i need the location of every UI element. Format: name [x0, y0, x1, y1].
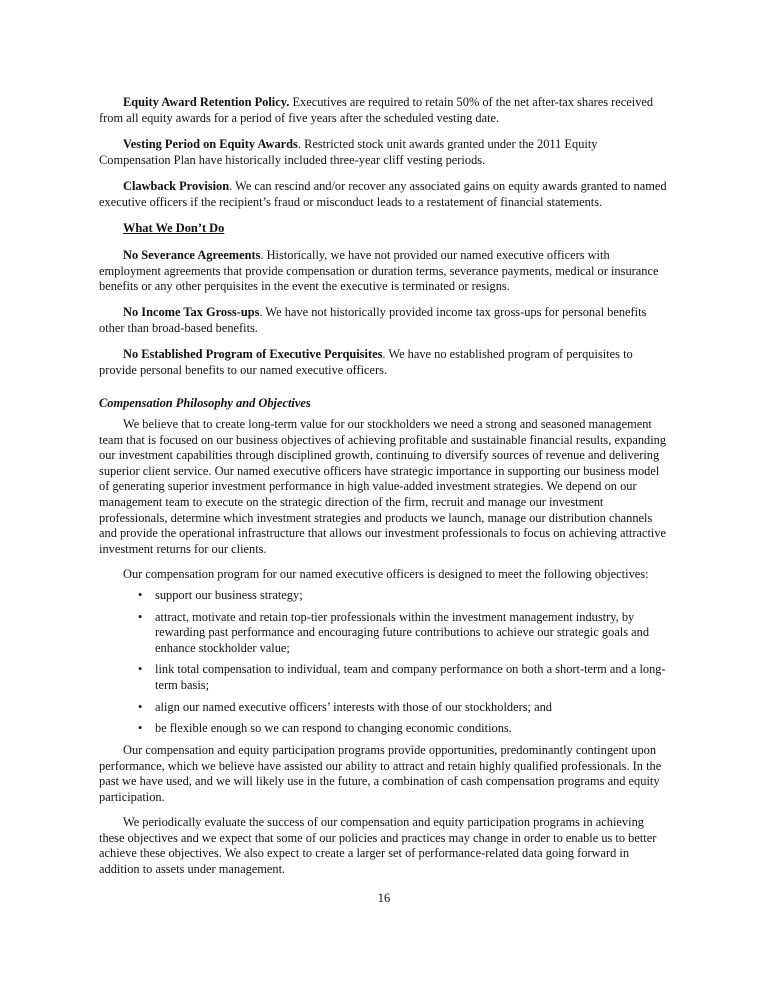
policy-vesting-title: Vesting Period on Equity Awards — [123, 137, 298, 151]
page-number: 16 — [377, 891, 391, 905]
dont-perquisites-paragraph — [99, 347, 671, 378]
policy-clawback-title: Clawback Provision — [123, 179, 230, 193]
dont-grossup-title: No Income Tax Gross-ups — [123, 305, 260, 319]
objective-item: • support our business strategy; — [138, 588, 303, 602]
objective-item: • be flexible enough so we can respond to changing economic conditions. — [138, 721, 512, 736]
dont-perquisites-text: . We have no established program of perquisites to provide personal benefits to our named executive officers. — [99, 347, 633, 377]
philosophy-paragraph-3: Our compensation and equity participation programs provide opportunities, predominantly contingent upon performance, which we believe have assisted our ability to attract and retain highly qualified professionals. In the past we have used, and we will likely use in the future, a combination of cash compensation programs and equity participation. — [99, 743, 662, 804]
policy-retention-title: Equity Award Retention Policy. — [123, 95, 290, 109]
compensation-philosophy-heading: Compensation Philosophy and Objectives — [99, 396, 311, 410]
policy-retention-text: Executives are required to retain 50% of the net after-tax shares received from all equity awards for a period of five years after the scheduled vesting date. — [99, 95, 654, 125]
bullet-icon: • — [138, 662, 143, 677]
policy-clawback-paragraph — [99, 179, 671, 210]
dont-severance-title: No Severance Agreements — [123, 248, 261, 262]
objectives-list — [138, 588, 671, 737]
bullet-icon: • — [138, 588, 143, 602]
objective-item: • align our named executive officers’ interests with those of our stockholders; and — [138, 699, 552, 714]
what-we-dont-do-heading: What We Don’t Do — [123, 221, 225, 235]
bullet-icon: • — [138, 699, 143, 714]
objectives-intro-paragraph: Our compensation program for our named executive officers is designed to meet the following objectives: — [123, 567, 649, 581]
policy-clawback-text: . We can rescind and/or recover any associated gains on equity awards granted to named executive officers if the recipient’s fraud or misconduct leads to a restatement of financial statements. — [99, 179, 667, 209]
philosophy-paragraph-1: We believe that to create long-term value for our stockholders we need a strong and seasoned management team that is focused on our business objectives of achieving profitable and sustainable financial results, expanding our investment capabilities through disciplined growth, continuing to diversify sources of revenue and delivering superior client service. Our named executive officers have strategic importance in supporting our business model of generating superior investment performance in high value-added investment strategies. We depend on our management team to execute on the strategic direction of the firm, recruit and manage our investment professionals, determine which investment strategies and products we launch, manage our distribution channels and provide the operational infrastructure that allows our investment professionals to focus on achieving attractive investment returns for our clients. — [99, 417, 667, 556]
policy-vesting-text: . Restricted stock unit awards granted under the 2011 Equity Compensation Plan have historically included three-year cliff vesting periods. — [99, 137, 598, 167]
dont-severance-paragraph — [99, 248, 671, 295]
philosophy-paragraph-4: We periodically evaluate the success of our compensation and equity participation programs in achieving these objectives and we expect that some of our policies and practices may change in order to enable us to better achieve these objectives. We also expect to create a larger set of performance-related data going forward in addition to assets under management. — [99, 815, 657, 876]
dont-perquisites-title: No Established Program of Executive Perquisites — [123, 347, 383, 361]
policy-retention-paragraph — [99, 95, 671, 126]
bullet-icon: • — [138, 609, 143, 624]
dont-severance-text: . Historically, we have not provided our named executive officers with employment agreements that provide compensation or duration terms, severance payments, medical or insurance benefits or any other perquisites in the event the executive is terminated or resigns. — [99, 248, 659, 294]
objective-item: • link total compensation to individual, team and company performance on both a short-term and a long-term basis; — [138, 662, 666, 692]
objective-item: • attract, motivate and retain top-tier professionals within the investment management industry, by rewarding past performance and encouraging future contributions to achieve our strategic goals and enhance stockholder value; — [138, 609, 650, 655]
dont-grossup-text: . We have not historically provided income tax gross-ups for personal benefits other than broad-based benefits. — [99, 305, 647, 335]
dont-grossup-paragraph — [99, 305, 671, 336]
bullet-icon: • — [138, 721, 143, 736]
policy-vesting-paragraph — [99, 137, 671, 168]
